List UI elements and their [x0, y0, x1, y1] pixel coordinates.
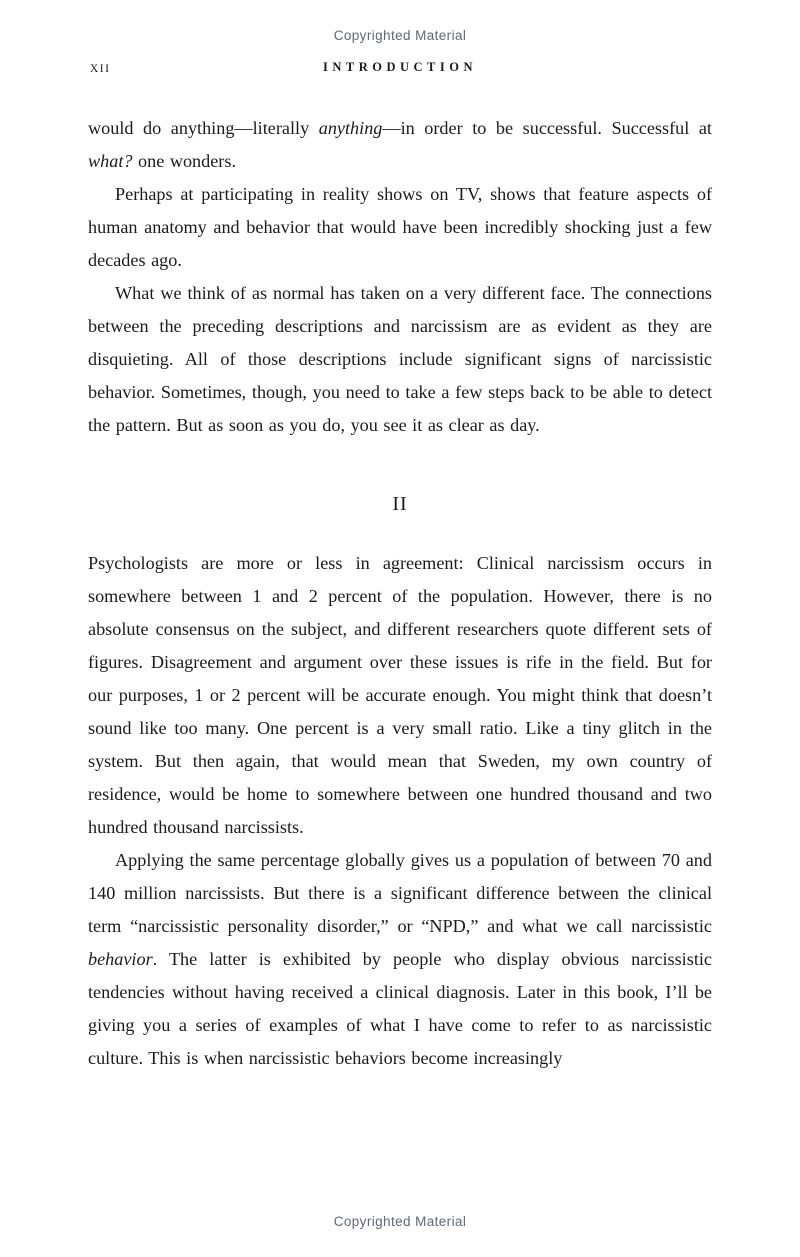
body-paragraph: would do anything—literally anything—in order to be successful. Successful at what? one wonders.	[88, 118, 712, 171]
body-paragraph: Psychologists are more or less in agreement: Clinical narcissism occurs in somewhere between 1 and 2 percent of the population. However, there is no absolute consensus on the subject, and different researchers quote different sets of figures. Disagreement and argument over these issues is rife in the field. But for our purposes, 1 or 2 percent will be accurate enough. You might think that doesn’t sound like too many. One percent is a very small ratio. Like a tiny glitch in the system. But then again, that would mean that Sweden, my own country of residence, would be home to somewhere between one hundred thousand and two hundred thousand narcissists.	[88, 553, 712, 837]
section-divider: II	[392, 493, 408, 515]
body-paragraphs-section-2	[88, 547, 712, 1075]
body-text	[88, 112, 712, 1075]
copyright-notice-top: Copyrighted Material	[333, 28, 467, 43]
chapter-title: INTRODUCTION	[322, 60, 477, 74]
body-paragraphs-section-1	[88, 112, 712, 442]
body-paragraph: What we think of as normal has taken on a very different face. The connections between the preceding descriptions and narcissism are as evident as they are disquieting. All of those descriptions include significant signs of narcissistic behavior. Sometimes, though, you need to take a few steps back to be able to detect the pattern. But as soon as you do, you see it as clear as day.	[88, 283, 712, 435]
body-paragraph: Perhaps at participating in reality shows on TV, shows that feature aspects of human anatomy and behavior that would have been incredibly shocking just a few decades ago.	[88, 184, 712, 270]
page-number: XII	[90, 63, 111, 75]
page-header	[88, 60, 712, 78]
copyright-notice-bottom: Copyrighted Material	[333, 1214, 467, 1229]
body-paragraph: Applying the same percentage globally gives us a population of between 70 and 140 million narcissists. But there is a significant difference between the clinical term “narcissistic personality disorder,” or “NPD,” and what we call narcissistic behavior. The latter is exhibited by people who display obvious narcissistic tendencies without having received a clinical diagnosis. Later in this book, I’ll be giving you a series of examples of what I have come to refer to as narcissistic culture. This is when narcissistic behaviors become increasingly	[88, 850, 712, 1068]
